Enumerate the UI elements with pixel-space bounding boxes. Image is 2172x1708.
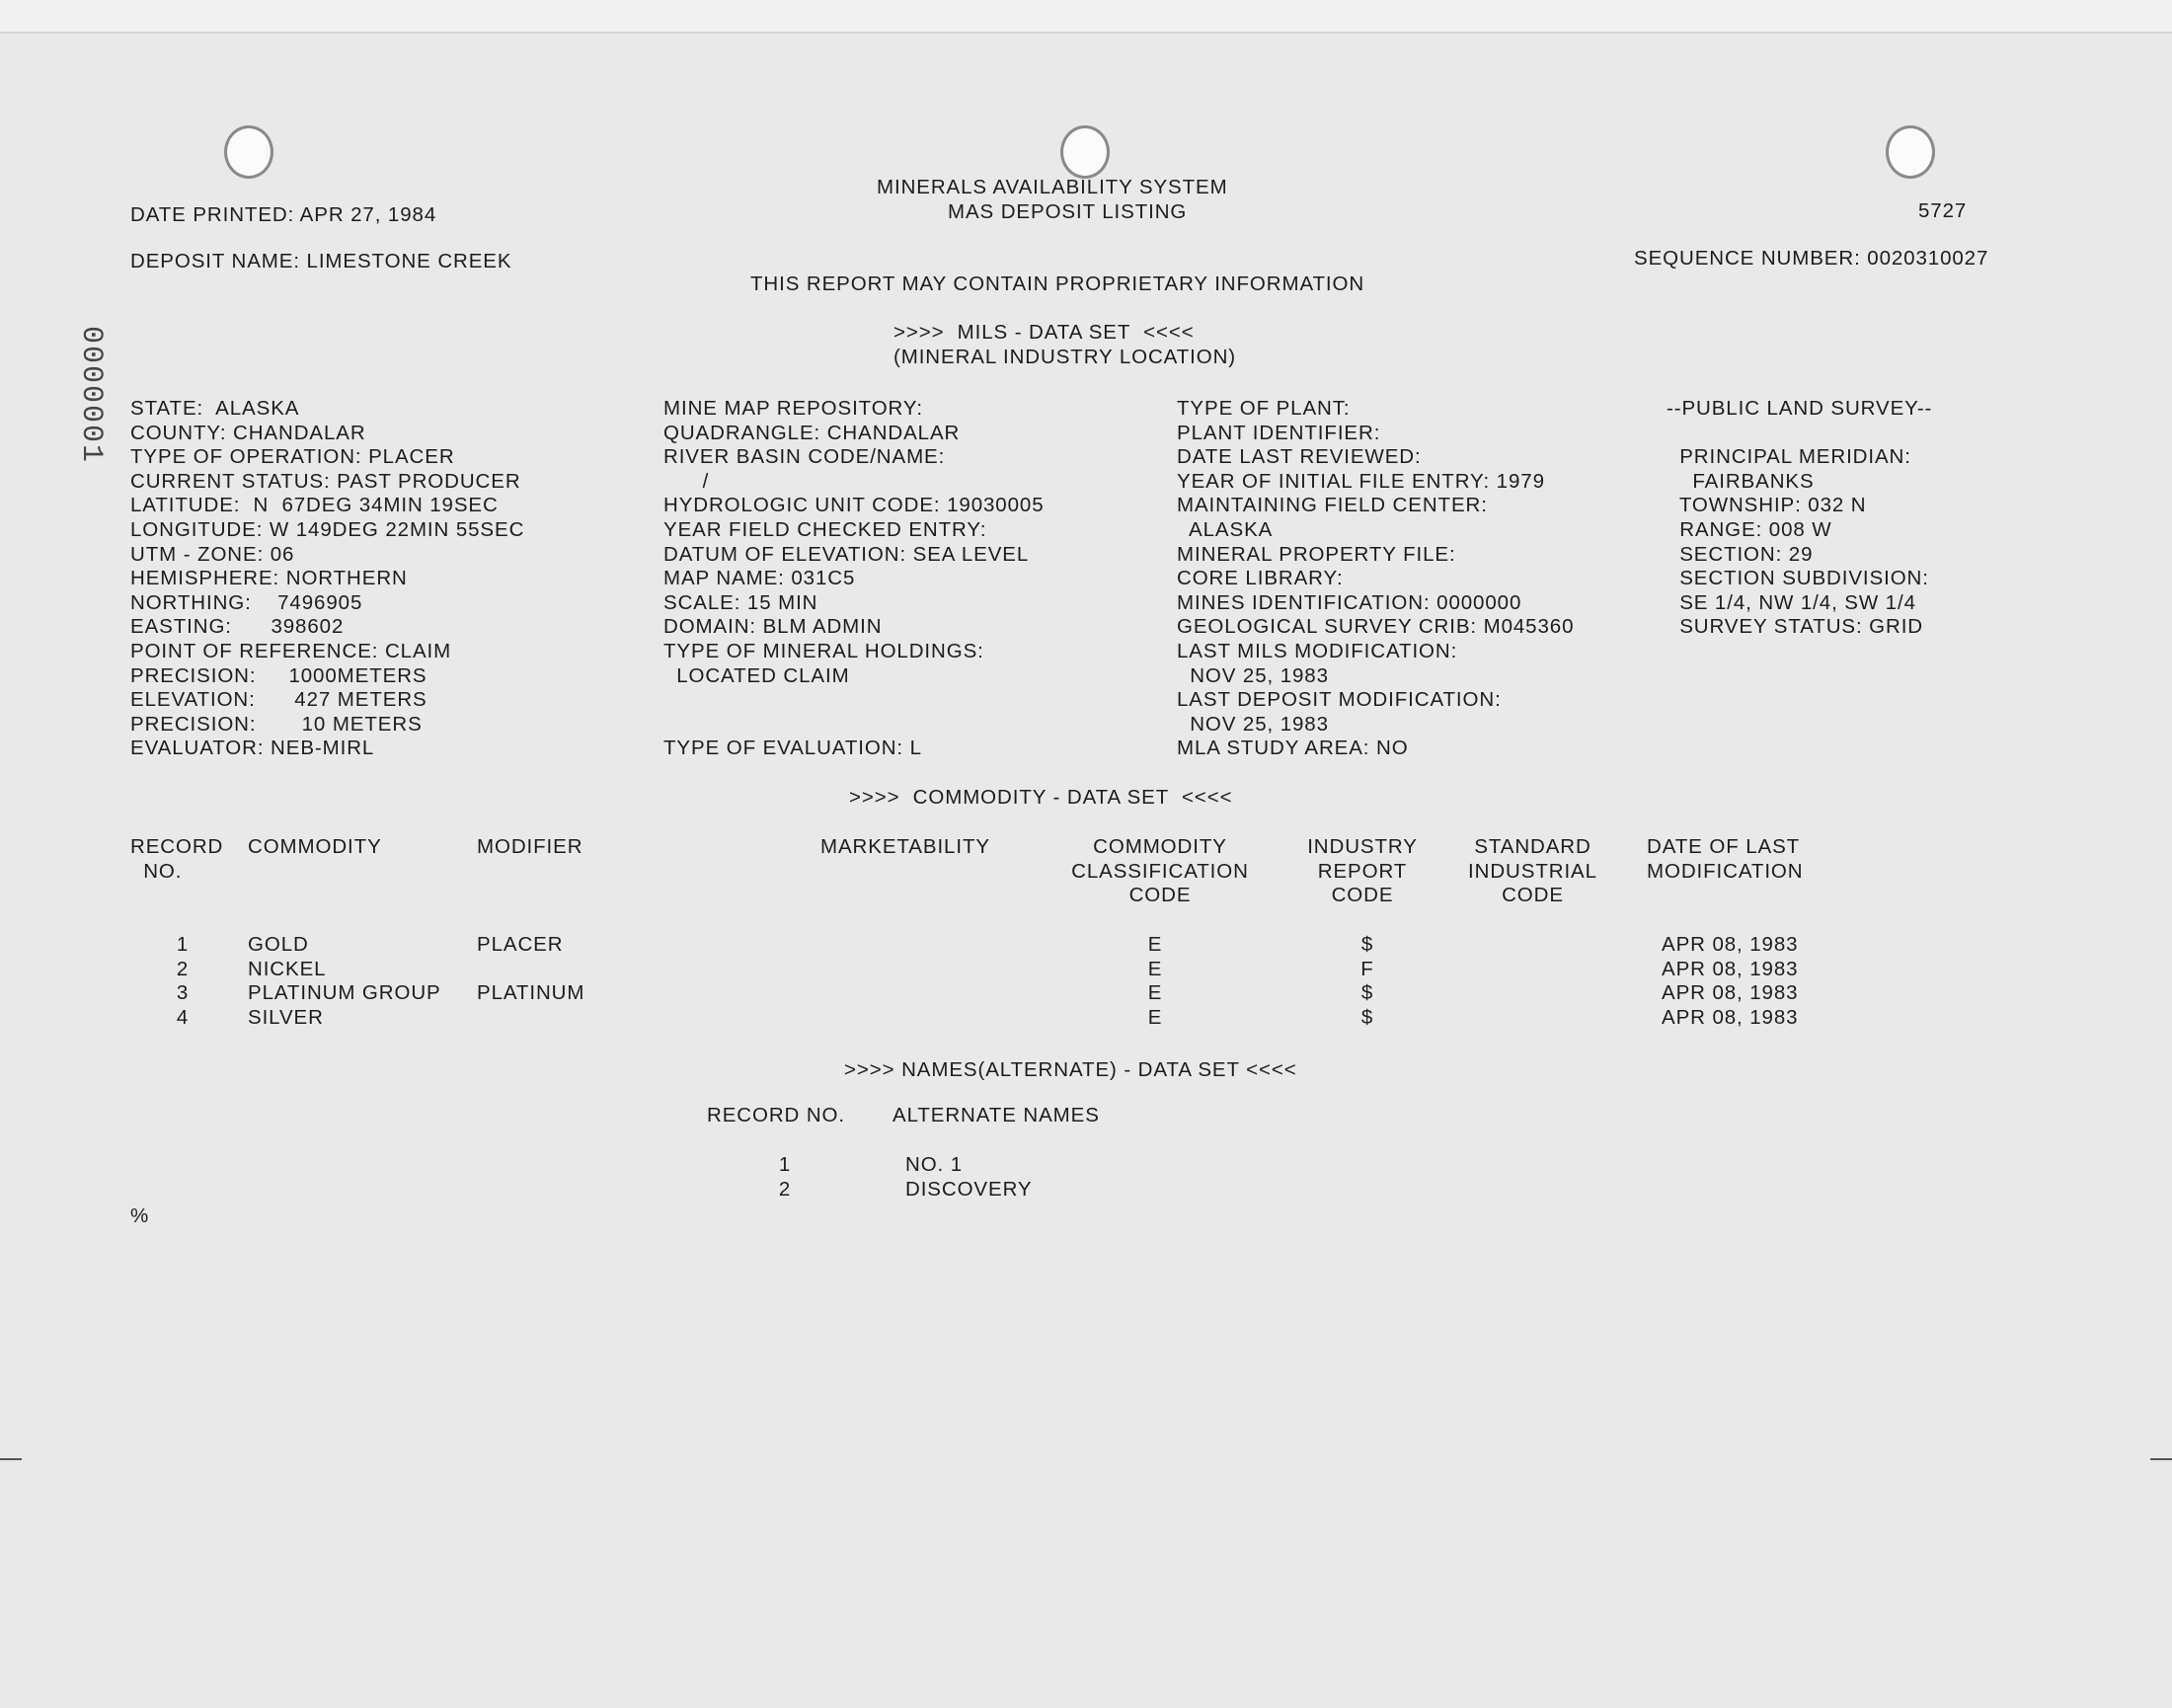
alternate-record-no: 1 (778, 1153, 792, 1176)
commodity-report-code: $ (1360, 933, 1374, 956)
mils-field-line: SCALE: 15 MIN (663, 590, 818, 614)
edge-mark-left (0, 1458, 22, 1460)
mils-field-line: LONGITUDE: W 149DEG 22MIN 55SEC (130, 518, 525, 541)
commodity-report-code: $ (1360, 981, 1374, 1005)
col-header-classification: COMMODITY CLASSIFICATION CODE (1071, 835, 1249, 906)
mils-field-line: EVALUATOR: NEB-MIRL (130, 737, 375, 760)
mils-field-line: ELEVATION: 427 METERS (130, 688, 427, 712)
commodity-report-code: F (1360, 957, 1374, 980)
mils-field-line: PRECISION: 1000METERS (130, 663, 427, 687)
commodity-class-code: E (1147, 957, 1163, 980)
mils-field-line: GEOLOGICAL SURVEY CRIB: M045360 (1177, 615, 1575, 639)
mils-field-line: DATUM OF ELEVATION: SEA LEVEL (663, 542, 1030, 566)
mils-field-line: TYPE OF MINERAL HOLDINGS: (663, 640, 984, 662)
mils-field-line: SECTION: 29 (1667, 542, 1814, 566)
margin-frame-number (74, 326, 107, 355)
names-heading: >>>> NAMES(ALTERNATE) - DATA SET <<<< (844, 1058, 1297, 1081)
mils-field-line: FAIRBANKS (1667, 469, 1815, 493)
mils-field-line: NOV 25, 1983 (1177, 712, 1329, 736)
sequence-number: SEQUENCE NUMBER: 0020310027 (1634, 247, 1989, 270)
commodity-modifier: PLATINUM (477, 981, 585, 1005)
mils-field-line: / (663, 469, 710, 493)
mils-field-line: MAINTAINING FIELD CENTER: (1177, 494, 1488, 517)
commodity-date: APR 08, 1983 (1662, 957, 1799, 980)
mils-field-line: CORE LIBRARY: (1177, 567, 1344, 590)
commodity-record-no: 4 (176, 1005, 190, 1029)
mils-field-line: SE 1/4, NW 1/4, SW 1/4 (1667, 590, 1916, 614)
mils-field-line: HYDROLOGIC UNIT CODE: 19030005 (663, 494, 1045, 517)
footer-mark: % (130, 1204, 150, 1227)
commodity-date: APR 08, 1983 (1662, 1005, 1799, 1029)
commodity-class-code: E (1147, 933, 1163, 956)
mils-field-line: PRECISION: 10 METERS (130, 712, 423, 736)
listing-title: MAS DEPOSIT LISTING (948, 200, 1188, 223)
col-header-commodity: COMMODITY (248, 835, 382, 858)
mils-field-line: MINERAL PROPERTY FILE: (1177, 542, 1456, 566)
commodity-name: GOLD (248, 933, 309, 956)
mils-field-line: PLANT IDENTIFIER: (1177, 421, 1381, 444)
commodity-modifier: PLACER (477, 933, 564, 956)
commodity-class-code: E (1147, 1005, 1163, 1029)
commodity-date: APR 08, 1983 (1662, 933, 1799, 956)
deposit-name: DEPOSIT NAME: LIMESTONE CREEK (130, 250, 512, 272)
mils-field-line: RANGE: 008 W (1667, 518, 1832, 541)
mils-field-line: DATE LAST REVIEWED: (1177, 445, 1422, 469)
commodity-record-no: 2 (176, 957, 190, 980)
mils-field-line: LOCATED CLAIM (663, 663, 850, 687)
mils-field-line: LAST MILS MODIFICATION: (1177, 640, 1458, 662)
mils-field-line: COUNTY: CHANDALAR (130, 421, 366, 444)
mils-heading: >>>> MILS - DATA SET <<<< (893, 321, 1195, 344)
alternate-name: DISCOVERY (905, 1177, 1033, 1201)
commodity-name: NICKEL (248, 957, 327, 980)
col-header-date-last-mod: DATE OF LAST MODIFICATION (1647, 835, 1804, 883)
commodity-report-code: $ (1360, 1005, 1374, 1029)
mils-field-line: QUADRANGLE: CHANDALAR (663, 421, 961, 444)
mils-field-line: DOMAIN: BLM ADMIN (663, 615, 883, 639)
mils-field-line: SECTION SUBDIVISION: (1667, 567, 1929, 590)
mils-field-line: TYPE OF PLANT: (1177, 397, 1351, 420)
mils-field-line: LAST DEPOSIT MODIFICATION: (1177, 688, 1502, 712)
mils-field-line: RIVER BASIN CODE/NAME: (663, 445, 946, 469)
mils-field-line: EASTING: 398602 (130, 615, 345, 639)
commodity-record-no: 3 (176, 981, 190, 1005)
alternate-record-no: 2 (778, 1177, 792, 1201)
commodity-name: PLATINUM GROUP (248, 981, 441, 1005)
mils-field-line: PRINCIPAL MERIDIAN: (1667, 445, 1911, 469)
mils-field-line: --PUBLIC LAND SURVEY-- (1667, 397, 1933, 420)
mils-field-line: TYPE OF EVALUATION: L (663, 737, 922, 760)
commodity-date: APR 08, 1983 (1662, 981, 1799, 1005)
commodity-name: SILVER (248, 1005, 324, 1029)
commodity-record-no: 1 (176, 933, 190, 956)
mils-field-line: CURRENT STATUS: PAST PRODUCER (130, 469, 521, 493)
col-header-industry-report: INDUSTRY REPORT CODE (1307, 835, 1418, 906)
alternate-name: NO. 1 (905, 1153, 964, 1176)
binder-hole-left (224, 125, 273, 179)
mils-field-line: HEMISPHERE: NORTHERN (130, 567, 408, 590)
mils-subheading: (MINERAL INDUSTRY LOCATION) (893, 346, 1237, 368)
mils-field-line: MINES IDENTIFICATION: 0000000 (1177, 590, 1522, 614)
mils-field-line: UTM - ZONE: 06 (130, 542, 295, 566)
mils-field-line: SURVEY STATUS: GRID (1667, 615, 1924, 639)
edge-mark-right (2150, 1458, 2172, 1460)
mils-field-line: YEAR FIELD CHECKED ENTRY: (663, 518, 987, 541)
col-header-sic: STANDARD INDUSTRIAL CODE (1468, 835, 1597, 906)
system-title: MINERALS AVAILABILITY SYSTEM (877, 176, 1228, 198)
mils-field-line: POINT OF REFERENCE: CLAIM (130, 640, 452, 662)
mils-field-line: STATE: ALASKA (130, 397, 300, 420)
commodity-heading: >>>> COMMODITY - DATA SET <<<< (849, 786, 1233, 809)
col-header-record-no: RECORD NO. (130, 835, 224, 883)
mils-field-line: TOWNSHIP: 032 N (1667, 494, 1867, 517)
mils-field-line: NOV 25, 1983 (1177, 663, 1329, 687)
col-header-marketability: MARKETABILITY (820, 835, 990, 858)
names-header-record-no: RECORD NO. (707, 1104, 845, 1126)
mils-field-line: NORTHING: 7496905 (130, 590, 363, 614)
proprietary-notice: THIS REPORT MAY CONTAIN PROPRIETARY INFORMATION (750, 272, 1365, 295)
col-header-modifier: MODIFIER (477, 835, 583, 858)
mils-field-line: MAP NAME: 031C5 (663, 567, 856, 590)
mils-field-line: MINE MAP REPOSITORY: (663, 397, 923, 420)
binder-hole-center (1060, 125, 1110, 179)
mils-field-line: ALASKA (1177, 518, 1274, 541)
binder-hole-right (1886, 125, 1935, 179)
page-number: 5727 (1918, 199, 1968, 222)
commodity-class-code: E (1147, 981, 1163, 1005)
mils-field-line: LATITUDE: N 67DEG 34MIN 19SEC (130, 494, 499, 517)
mils-field-line: TYPE OF OPERATION: PLACER (130, 445, 455, 469)
names-header-alternate: ALTERNATE NAMES (892, 1104, 1100, 1126)
mils-field-line: YEAR OF INITIAL FILE ENTRY: 1979 (1177, 469, 1545, 493)
date-printed: DATE PRINTED: APR 27, 1984 (130, 203, 437, 226)
mils-field-line: MLA STUDY AREA: NO (1177, 737, 1409, 760)
